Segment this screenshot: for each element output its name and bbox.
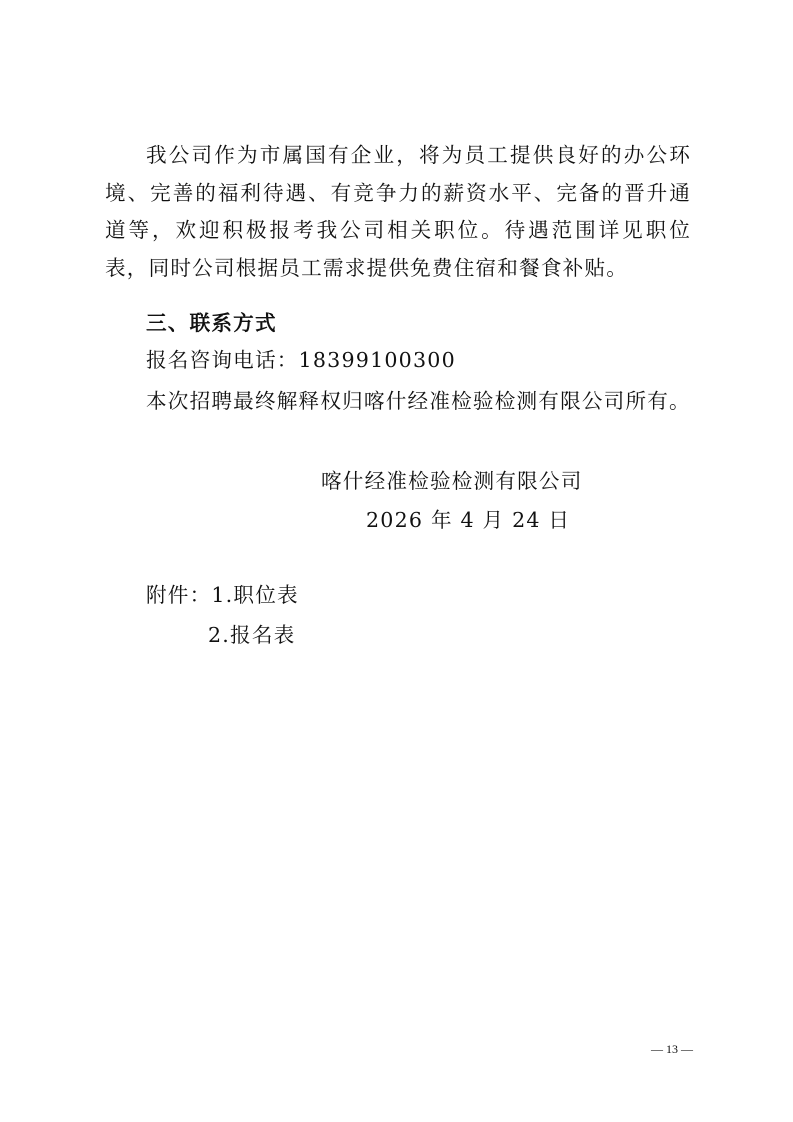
signature-company: 喀什经准检验检测有限公司 [321,469,583,493]
page-number: — 13 — [651,1042,693,1056]
rights-line: 本次招聘最终解释权归喀什经准检验检测有限公司所有。 [146,389,691,413]
attachment-line-1: 附件：1.职位表 [146,583,299,607]
attachment-line-2: 2.报名表 [208,623,296,647]
phone-line: 报名咨询电话：18399100300 [146,348,456,372]
body-paragraph: 我公司作为市属国有企业，将为员工提供良好的办公环境、完善的福利待遇、有竞争力的薪资水平、完备的晋升通道等，欢迎积极报考我公司相关职位。待遇范围详见职位表，同时公司根据员工需求提供免费住宿和餐食补贴。 [105,143,691,280]
signature-date: 2026 年 4 月 24 日 [366,508,571,532]
section-heading: 三、联系方式 [146,311,277,335]
